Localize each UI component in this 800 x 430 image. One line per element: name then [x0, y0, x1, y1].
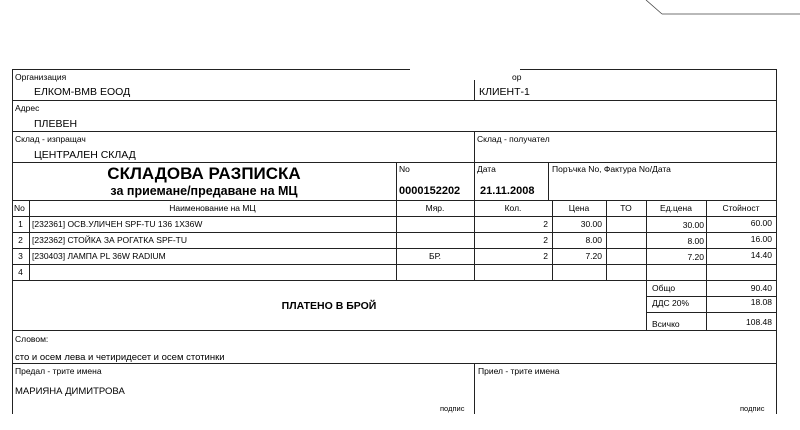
row-line — [12, 162, 776, 163]
warehouse-from-value: ЦЕНТРАЛЕН СКЛАД — [34, 149, 136, 161]
row-qty: 2 — [543, 235, 548, 245]
row-name: [230403] ЛАМПА PL 36W RADIUM — [32, 251, 166, 261]
col-line — [548, 162, 549, 200]
org-value: ЕЛКОМ-ВМВ ЕООД — [34, 86, 131, 98]
address-label: Адрес — [15, 103, 40, 113]
row-price: 7.20 — [585, 251, 602, 261]
col-header-unit-price: Ед.цена — [660, 203, 692, 213]
row-unit-price: 8.00 — [687, 236, 704, 246]
vat-label: ДДС 20% — [652, 298, 690, 308]
print-smudge — [150, 124, 470, 130]
row-value: 16.00 — [750, 234, 772, 244]
row-line — [12, 131, 776, 132]
received-sign-label: подпис — [740, 404, 765, 413]
total-label: Общо — [652, 283, 676, 293]
row-unit-price: 7.20 — [687, 252, 704, 262]
doc-no-value: 0000152202 — [399, 185, 461, 197]
row-price: 8.00 — [585, 235, 602, 245]
total-value: 90.40 — [750, 283, 772, 293]
row-line — [12, 280, 776, 281]
row-line — [12, 232, 776, 233]
client-value: КЛИЕНТ-1 — [479, 86, 530, 98]
handed-label: Предал - трите имена — [15, 366, 102, 376]
col-line — [646, 200, 647, 330]
doc-subtitle: за приемане/предаване на МЦ — [110, 184, 298, 198]
vat-value: 18.08 — [750, 297, 772, 307]
handed-sign-label: подпис — [440, 404, 465, 413]
grand-total-label: Всичко — [652, 319, 680, 329]
warehouse-to-label: Склад - получател — [477, 134, 550, 144]
row-name: [232362] СТОЙКА ЗА РОГАТКА SPF-TU — [32, 235, 187, 245]
col-header-name: Наименование на МЦ — [169, 203, 256, 213]
received-label: Приел - трите имена — [478, 366, 560, 376]
row-unit: БР. — [428, 251, 441, 261]
row-price: 30.00 — [580, 219, 602, 229]
address-value: ПЛЕВЕН — [34, 118, 78, 130]
col-line — [396, 162, 397, 200]
row-line — [12, 264, 776, 265]
row-line — [12, 100, 776, 101]
row-line — [12, 200, 776, 201]
page-corner-decoration — [640, 0, 800, 22]
col-header-value: Стойност — [722, 203, 760, 213]
client-label-fragment: ор — [512, 72, 522, 82]
doc-no-label: No — [399, 164, 410, 174]
grand-total-value: 108.48 — [746, 317, 772, 327]
row-name: [232361] ОСВ.УЛИЧЕН SPF-TU 136 1X36W — [32, 219, 203, 229]
col-line — [474, 162, 475, 200]
row-no: 4 — [18, 267, 23, 277]
row-value: 60.00 — [750, 218, 772, 228]
doc-title: СКЛАДОВА РАЗПИСКА — [107, 164, 301, 183]
row-qty: 2 — [543, 219, 548, 229]
col-header-price: Цена — [568, 203, 590, 213]
col-header-no: No — [14, 203, 25, 213]
paid-note: ПЛАТЕНО В БРОЙ — [281, 300, 377, 312]
org-label: Организация — [15, 72, 67, 82]
row-no: 3 — [18, 251, 23, 261]
frame-top — [12, 69, 776, 70]
col-line — [474, 131, 475, 162]
print-smudge — [410, 58, 520, 80]
handed-value: МАРИЯНА ДИМИТРОВА — [15, 386, 125, 397]
order-label: Поръчка No, Фактура No/Дата — [552, 164, 671, 174]
col-header-unit: Мяр. — [425, 203, 445, 213]
words-value: сто и осем лева и четиридесет и осем стотинки — [15, 352, 225, 363]
col-line — [474, 363, 475, 414]
col-header-to: ТО — [620, 203, 632, 213]
row-no: 2 — [18, 235, 23, 245]
row-line — [12, 363, 776, 364]
doc-date-label: Дата — [477, 164, 496, 174]
row-no: 1 — [18, 219, 23, 229]
col-header-qty: Кол. — [504, 203, 522, 213]
row-line — [12, 216, 776, 217]
doc-date-value: 21.11.2008 — [480, 185, 535, 197]
row-line — [12, 330, 776, 331]
row-value: 14.40 — [750, 250, 772, 260]
row-unit-price: 30.00 — [682, 220, 704, 230]
words-label: Словом: — [15, 334, 49, 344]
row-qty: 2 — [543, 251, 548, 261]
warehouse-from-label: Склад - изпращач — [15, 134, 86, 144]
row-line — [646, 312, 776, 313]
frame-right — [776, 69, 777, 414]
row-line — [12, 248, 776, 249]
